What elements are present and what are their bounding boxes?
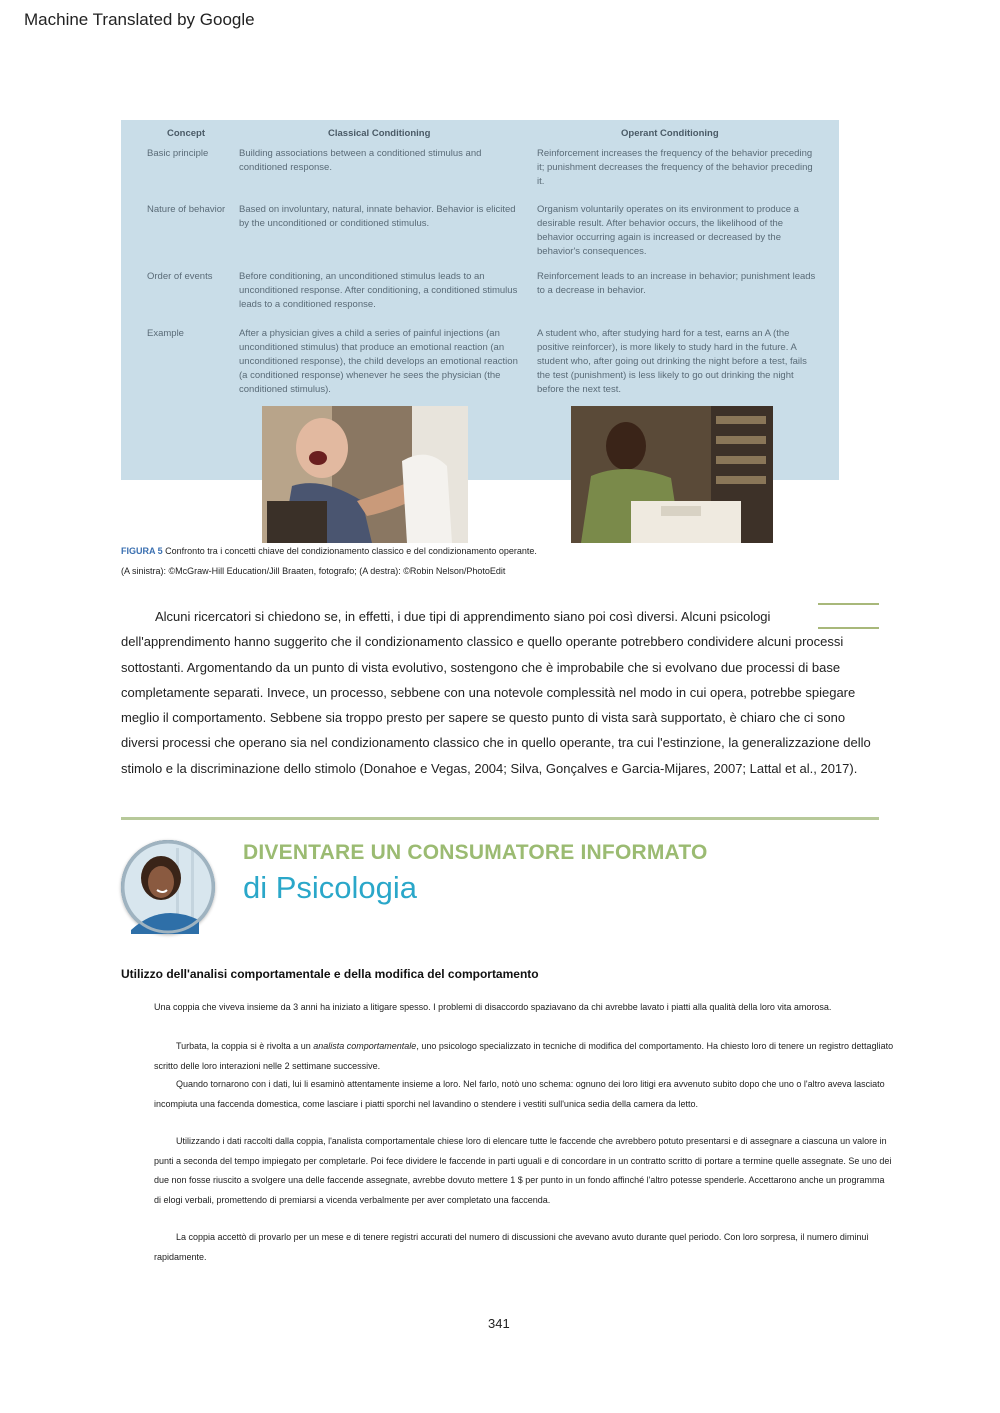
table-header-operant: Operant Conditioning bbox=[621, 128, 719, 139]
table-header-classical: Classical Conditioning bbox=[328, 128, 431, 139]
case-paragraph-4-text: Utilizzando i dati raccolti dalla coppia, l'analista comportamentale chiese loro di elencare tutte le faccende che avrebbero potuto presentarsi e di assegnare a ciascuna un valore in punti a seconda del tempo impiegato per completarle. Poi fece dividere le faccende in parti uguali e di concordare in un contratto scritto di portare a termine quelle assegnate. Se uno dei due non fosse riuscito a svolgere una delle faccende assegnate, avrebbe dovuto mettere 1 $ per punto in un fondo affinché l'altro potesse spenderle. Accettarono anche un programma di elogi verbali, promettendo di premiarsi a vicenda verbalmente per aver completato una faccenda. bbox=[154, 1136, 892, 1205]
figure-caption bbox=[121, 546, 537, 556]
figure-label: FIGURA 5 bbox=[121, 546, 163, 556]
studying-student-illustration bbox=[571, 406, 773, 543]
case-paragraph-5-text: La coppia accettò di provarlo per un mese e di tenere registri accurati del numero di discussioni che avevano avuto durante quel periodo. Con loro sorpresa, il numero diminuì rapidamente. bbox=[154, 1232, 869, 1262]
machine-translated-header: Machine Translated by Google bbox=[24, 10, 255, 29]
case-paragraph-5 bbox=[154, 1228, 894, 1267]
behavior-analyst-term: analista comportamentale bbox=[313, 1041, 417, 1051]
table-row-operant: A student who, after studying hard for a test, earns an A (the positive reinforcer), is more likely to study hard in the future. A student who, after going out drinking the night before a test, fails the test (punishment) is less likely to go out drinking the night before the next test. bbox=[537, 328, 807, 395]
section-kicker: DIVENTARE UN CONSUMATORE INFORMATO bbox=[243, 841, 708, 864]
case-paragraph-4 bbox=[154, 1132, 894, 1210]
body-paragraph bbox=[121, 604, 881, 781]
table-row-concept: Basic principle bbox=[147, 148, 209, 159]
case-paragraph-1: Una coppia che viveva insieme da 3 anni ha iniziato a litigare spesso. I problemi di disaccordo spaziavano da chi avrebbe lavato i piatti alla qualità della loro vita amorosa. bbox=[154, 1002, 832, 1012]
figure-credit: (A sinistra): ©McGraw-Hill Education/Jill Braaten, fotografo; (A destra): ©Robin Nelson/PhotoEdit bbox=[121, 566, 506, 576]
table-row-classical: Building associations between a conditioned stimulus and conditioned response. bbox=[239, 148, 482, 173]
section-title: di Psicologia bbox=[243, 870, 418, 905]
table-row-concept: Example bbox=[147, 328, 184, 339]
case-paragraph-2 bbox=[154, 1037, 894, 1076]
table-row-classical: After a physician gives a child a series of painful injections (an unconditioned stimulus) that produce an emotional reaction (an unconditioned response), the child develops an emotional reaction (a conditioned response) whenever he sees the physician (the conditioned stimulus). bbox=[239, 328, 518, 395]
table-row-concept: Nature of behavior bbox=[147, 204, 226, 215]
table-row-classical: Before conditioning, an unconditioned stimulus leads to an unconditioned response. After conditioning, a conditioned stimulus leads to a conditioned response. bbox=[239, 271, 518, 310]
section-subheading: Utilizzo dell'analisi comportamentale e della modifica del comportamento bbox=[121, 967, 539, 981]
body-paragraph-text: Alcuni ricercatori si chiedono se, in effetti, i due tipi di apprendimento siano poi così diversi. Alcuni psicologi dell'apprendimento hanno suggerito che il condizionamento classico e quello operante potrebbero condividere alcuni processi sottostanti. Argomentando da un punto di vista evolutivo, sostengono che è improbabile che si evolvano due processi di base completamente separati. Invece, un processo, sebbene con una notevole complessità nel modo in cui opera, potrebbe spiegare meglio il comportamento. Sebbene sia troppo presto per sapere se questo punto di vista sarà supportato, è chiaro che ci sono diversi processi che operano sia nel condizionamento classico che in quello operante, tra cui l'estinzione, la generalizzazione dello stimolo e la discriminazione dello stimolo (Donahoe e Vegas, 2004; Silva, Gonçalves e Garcia-Mijares, 2007; Lattal et al., 2017). bbox=[121, 609, 871, 776]
case-paragraph-3-text: Quando tornarono con i dati, lui li esaminò attentamente insieme a loro. Nel farlo, notò uno schema: ognuno dei loro litigi era avvenuto subito dopo che uno o l'altro aveva lasciato incompiuta una faccenda domestica, come lasciare i piatti sporchi nel lavandino o stendere i vestiti sull'unica sedia della camera da letto. bbox=[154, 1079, 885, 1109]
studying-student-photo bbox=[571, 406, 773, 543]
figure-caption-text: Confronto tra i concetti chiave del condizionamento classico e del condizionamento operante. bbox=[162, 546, 537, 556]
crying-child-photo bbox=[262, 406, 468, 543]
crying-child-illustration bbox=[262, 406, 468, 543]
section-divider bbox=[121, 817, 879, 820]
table-row-concept: Order of events bbox=[147, 271, 213, 282]
case-paragraph-2-start: Turbata, la coppia si è rivolta a un bbox=[176, 1041, 314, 1051]
table-row-operant: Reinforcement increases the frequency of the behavior preceding it; punishment decreases the frequency of the behavior preceding it. bbox=[537, 148, 813, 187]
table-header-concept: Concept bbox=[167, 128, 205, 139]
case-paragraph-2-end: , uno psicologo specializzato in tecniche di modifica del comportamento. Ha chiesto loro di tenere un registro dettagliato scritto delle loro interazioni nelle 2 settimane successive. bbox=[154, 1041, 894, 1071]
table-row-classical: Based on involuntary, natural, innate behavior. Behavior is elicited by the unconditioned or conditioned stimulus. bbox=[239, 204, 516, 229]
avatar-illustration bbox=[121, 840, 215, 934]
table-row-operant: Reinforcement leads to an increase in behavior; punishment leads to a decrease in behavior. bbox=[537, 271, 816, 296]
case-paragraph-3 bbox=[154, 1075, 894, 1114]
page-number: 341 bbox=[488, 1316, 510, 1331]
table-row-operant: Organism voluntarily operates on its environment to produce a desirable result. After behavior occurs, the likelihood of the behavior occurring again is increased or decreased by the behavior's consequences. bbox=[537, 204, 799, 257]
woman-portrait-icon bbox=[121, 840, 215, 934]
